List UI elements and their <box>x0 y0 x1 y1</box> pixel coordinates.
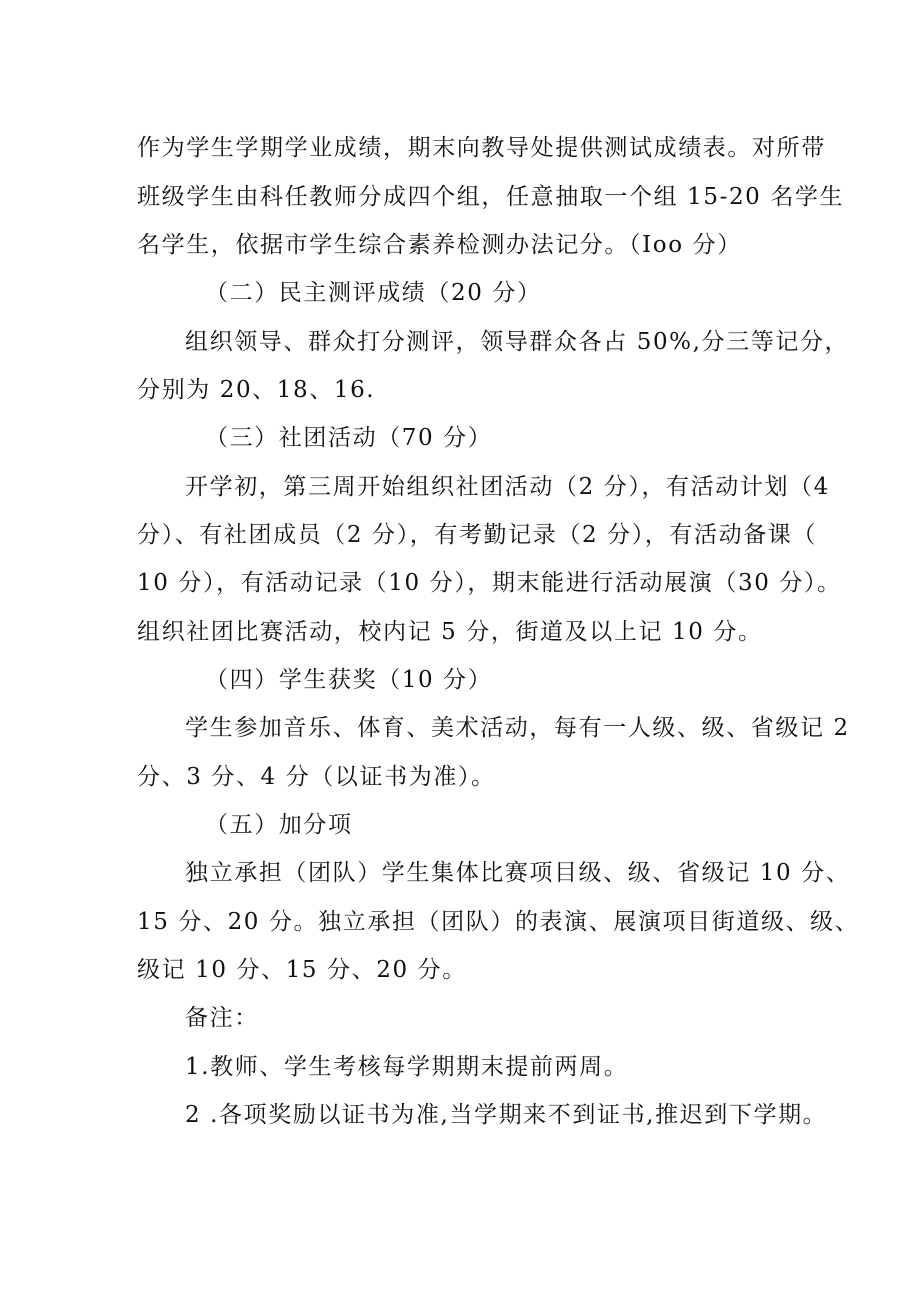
note-item-2: 2 .各项奖励以证书为准,当学期来不到证书,推迟到下学期。 <box>185 1102 828 1128</box>
body-text-line: 10 分），有活动记录（10 分），期末能进行活动展演（30 分）。 <box>137 570 842 596</box>
body-text-line: 分别为 20、18、16. <box>137 377 376 403</box>
body-text-line: 分）、有社团成员（2 分），有考勤记录（2 分），有活动备课（ <box>137 522 817 548</box>
body-text-line: 班级学生由科任教师分成四个组，任意抽取一个组 15-20 名学生 <box>137 184 845 210</box>
body-text-line: 组织领导、群众打分测评，领导群众各占 50%,分三等记分， <box>185 329 850 355</box>
body-text-line: 作为学生学期学业成绩，期末向教导处提供测试成绩表。对所带 <box>137 135 826 161</box>
section-heading-4: （四）学生获奖（10 分） <box>205 667 493 693</box>
body-text-line: 15 分、20 分。独立承担（团队）的表演、展演项目街道级、级、 <box>137 909 860 935</box>
notes-heading: 备注： <box>185 1005 259 1031</box>
body-text-line: 开学初，第三周开始组织社团活动（2 分），有活动计划（4 <box>185 474 830 500</box>
section-heading-5: （五）加分项 <box>205 812 353 838</box>
note-item-1: 1.教师、学生考核每学期期末提前两周。 <box>185 1054 629 1080</box>
section-heading-3: （三）社团活动（70 分） <box>205 425 493 451</box>
body-text-line: 学生参加音乐、体育、美术活动，每有一人级、级、省级记 2 <box>185 715 850 741</box>
body-text-line: 名学生，依据市学生综合素养检测办法记分。（Ioo 分） <box>137 232 742 258</box>
body-text-line: 组织社团比赛活动，校内记 5 分，街道及以上记 10 分。 <box>137 619 763 645</box>
body-text-line: 分、3 分、4 分（以证书为准）。 <box>137 764 496 790</box>
body-text-line: 独立承担（团队）学生集体比赛项目级、级、省级记 10 分、 <box>185 860 851 886</box>
section-heading-2: （二）民主测评成绩（20 分） <box>205 280 542 306</box>
body-text-line: 级记 10 分、15 分、20 分。 <box>137 957 467 983</box>
